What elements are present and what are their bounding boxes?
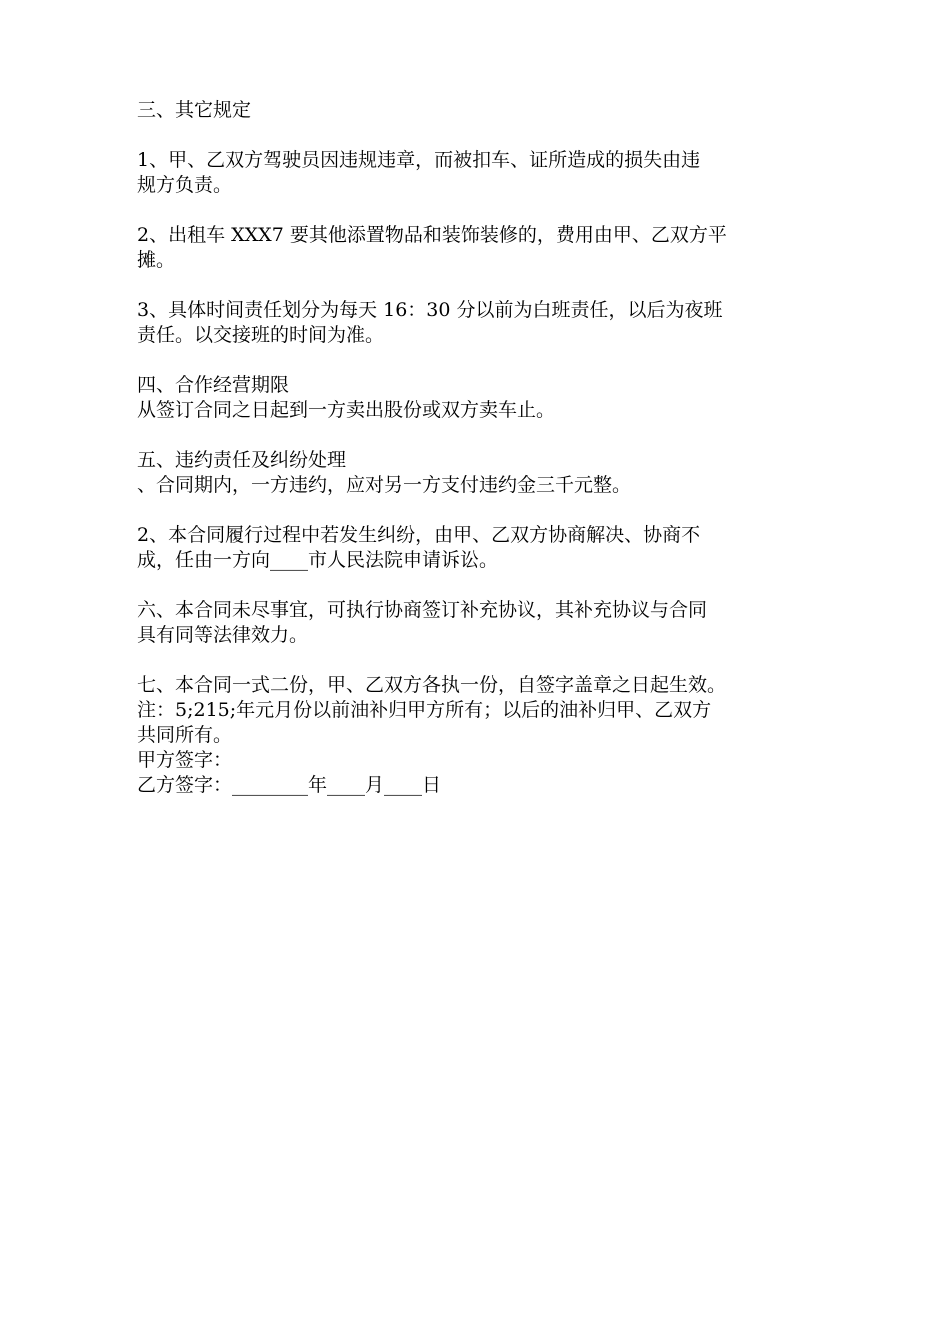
section-4-text: 从签订合同之日起到一方卖出股份或双方卖车止。: [137, 399, 556, 421]
section-6-line-1: 六、本合同未尽事宜，可执行协商签订补充协议，其补充协议与合同: [137, 599, 708, 621]
clause-3-1-line-1: 1、甲、乙双方驾驶员因违规违章，而被扣车、证所造成的损失由违: [137, 149, 701, 171]
section-5-heading: 五、违约责任及纠纷处理: [137, 449, 347, 471]
clause-3-2-line-1: 2、出租车 XXX7 要其他添置物品和装饰装修的，费用由甲、乙双方平: [137, 224, 727, 246]
clause-3-3-line-2: 责任。以交接班的时间为准。: [137, 324, 385, 346]
clause-3-2-line-2: 摊。: [137, 249, 176, 271]
section-7-text: 七、本合同一式二份，甲、乙双方各执一份，自签字盖章之日起生效。: [137, 674, 727, 696]
document-page: [137, 98, 827, 798]
clause-5-2-line-2: 成，任由一方向____市人民法院申请诉讼。: [137, 549, 499, 571]
note-line-1: 注：5;215;年元月份以前油补归甲方所有；以后的油补归甲、乙双方: [137, 699, 712, 721]
clause-5-2-line-1: 2、本合同履行过程中若发生纠纷，由甲、乙双方协商解决、协商不: [137, 524, 701, 546]
blank-line: [137, 198, 827, 223]
blank-line: [137, 348, 827, 373]
blank-line: [137, 423, 827, 448]
section-3-heading: 三、其它规定: [137, 99, 252, 121]
party-b-signature-date: 乙方签字：________年____月____日: [137, 774, 442, 796]
clause-5-1: 、合同期内，一方违约，应对另一方支付违约金三千元整。: [137, 474, 632, 496]
clause-3-1-line-2: 规方负责。: [137, 174, 233, 196]
blank-line: [137, 648, 827, 673]
note-line-2: 共同所有。: [137, 724, 233, 746]
party-a-signature: 甲方签字：: [137, 749, 233, 771]
blank-line: [137, 573, 827, 598]
blank-line: [137, 273, 827, 298]
clause-3-3-line-1: 3、具体时间责任划分为每天 16：30 分以前为白班责任，以后为夜班: [137, 299, 723, 321]
section-6-line-2: 具有同等法律效力。: [137, 624, 309, 646]
blank-line: [137, 498, 827, 523]
section-4-heading: 四、合作经营期限: [137, 374, 290, 396]
blank-line: [137, 123, 827, 148]
